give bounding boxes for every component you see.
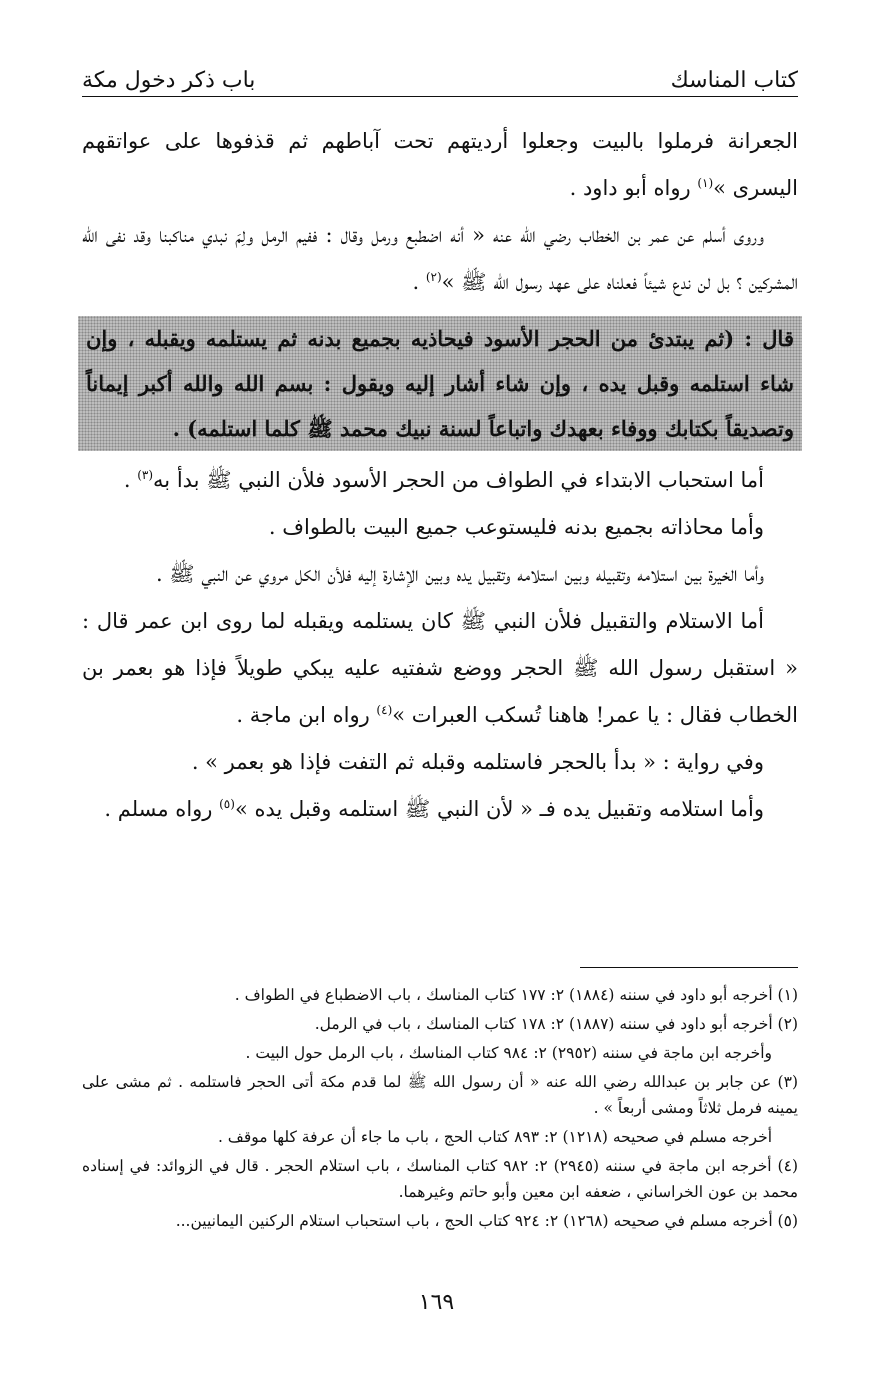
paragraph-6-tail: رواه ابن ماجة . [236, 703, 377, 727]
footnotes [82, 982, 798, 1237]
footnote-3-continued: أخرجه مسلم في صحيحه (١٢١٨) ٢: ٨٩٣ كتاب الحج ، باب ما جاء أن عرفة كلها موقف . [217, 1128, 772, 1146]
paragraph-5: وأما الخيرة بين استلامه وتقبيله وبين استلامه وتقبيل يده وبين الإشارة إليه فلأن الكل مروي عن النبي ﷺ . [155, 562, 764, 586]
paragraph-7: وفي رواية : « بدأ بالحجر فاستلمه وقبله ثم التفت فإذا هو بعمر » . [191, 750, 764, 774]
header-rule [82, 96, 798, 97]
page-number: ١٦٩ [418, 1290, 455, 1315]
footnote-2-continued: وأخرجه ابن ماجة في سننه (٢٩٥٢) ٢: ٩٨٤ كتاب المناسك ، باب الرمل حول البيت . [245, 1044, 772, 1062]
footnote-ref-5: (٥) [219, 797, 235, 811]
matn-quote-text: قال : (ثم يبتدئ من الحجر الأسود فيحاذيه بجميع بدنه ثم يستلمه ويقبله ، وإن شاء استلمه وقبل يده ، وإن شاء أشار إليه ويقول : بسم الله والله أكبر إيماناً وتصديقاً بكتابك ووفاء بعهدك واتباعاً لسنة نبيك محمد ﷺ كلما استلمه) . [86, 326, 794, 441]
running-header [82, 50, 798, 94]
paragraph-4: وأما محاذاته بجميع بدنه فليستوعب جميع البيت بالطواف . [268, 515, 764, 539]
footnote-1: (١) أخرجه أبو داود في سننه (١٨٨٤) ٢: ١٧٧ كتاب المناسك ، باب الاضطباع في الطواف . [234, 986, 798, 1004]
paragraph-2-text: وروى أسلم عن عمر بن الخطاب رضي الله عنه « أنه اضطبع ورمل وقال : ففيم الرمل ولِمَ نبدي مناكبنا وقد نفى الله المشركين ؟ بل لن ندع شيئاً فعلناه على عهد رسول الله ﷺ » [82, 223, 798, 294]
paragraph-6-text: أما الاستلام والتقبيل فلأن النبي ﷺ كان يستلمه ويقبله لما روى ابن عمر قال : « استقبل رسول الله ﷺ الحجر ووضع شفتيه عليه يبكي طويلاً فإذا هو بعمر بن الخطاب فقال : يا عمر! هاهنا تُسكب العبرات » [82, 609, 798, 727]
paragraph-1-text: الجعرانة فرملوا بالبيت وجعلوا أرديتهم تحت آباطهم ثم قذفوها على عواتقهم اليسرى » [82, 129, 798, 200]
footnote-ref-3: (٣) [137, 468, 154, 482]
footnote-ref-4: (٤) [376, 703, 393, 717]
footnote-ref-2: (٢) [425, 270, 442, 284]
paragraph-6 [82, 598, 798, 739]
footnote-4: (٤) أخرجه ابن ماجة في سننه (٢٩٤٥) ٢: ٩٨٢ كتاب المناسك ، باب استلام الحجر . قال في الزوائد: في إسناده محمد بن عون الخراساني ، ضعفه ابن معين وأبو حاتم وغيرهما. [82, 1157, 798, 1201]
footnote-2: (٢) أخرجه أبو داود في سننه (١٨٨٧) ٢: ١٧٨ كتاب المناسك ، باب في الرمل. [314, 1015, 798, 1033]
paragraph-8-tail: رواه مسلم . [104, 797, 220, 821]
footnote-separator [580, 967, 798, 968]
paragraph-3-text: أما استحباب الابتداء في الطواف من الحجر الأسود فلأن النبي ﷺ بدأ به [153, 468, 764, 492]
paragraph-8-text: وأما استلامه وتقبيل يده فـ « لأن النبي ﷺ استلمه وقبل يده » [234, 797, 764, 821]
main-text [82, 118, 798, 833]
footnote-5: (٥) أخرجه مسلم في صحيحه (١٢٦٨) ٢: ٩٢٤ كتاب الحج ، باب استحباب استلام الركنين اليمانيين... [175, 1212, 798, 1230]
footnote-3: (٣) عن جابر بن عبدالله رضي الله عنه « أن رسول الله ﷺ لما قدم مكة أتى الحجر فاستلمه . ثم مشى على يمينه فرمل ثلاثاً ومشى أربعاً » . [82, 1073, 798, 1117]
header-book-title: كتاب المناسك [670, 67, 798, 93]
paragraph-2 [82, 212, 798, 306]
paragraph-1-tail: رواه أبو داود . [569, 176, 698, 200]
paragraph-3-tail: . [123, 468, 138, 492]
paragraph-3 [82, 457, 798, 504]
highlighted-matn-quote [78, 316, 802, 451]
header-chapter-title: باب ذكر دخول مكة [82, 67, 256, 93]
paragraph-2-tail: . [412, 270, 426, 294]
paragraph-8 [82, 786, 798, 833]
paragraph-1 [82, 118, 798, 212]
footnote-ref-1: (١) [697, 176, 714, 190]
